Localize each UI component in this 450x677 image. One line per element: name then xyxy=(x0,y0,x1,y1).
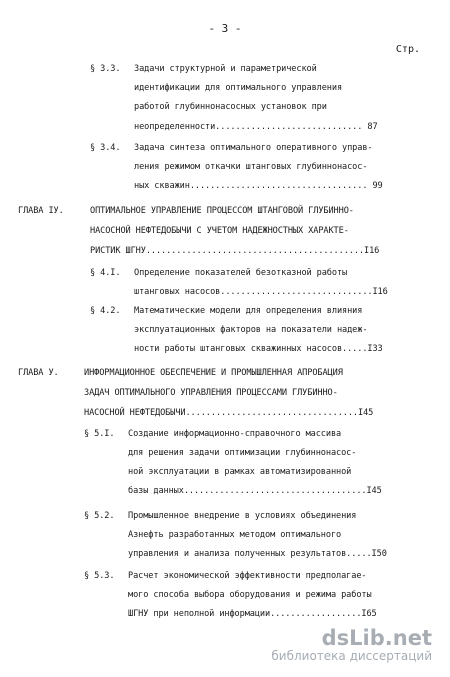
toc-line: ной эксплуатации в рамках автоматизированной xyxy=(128,467,352,477)
section-number: § 5.I. xyxy=(84,429,115,439)
toc-line: для решения задачи оптимизации глубиннонасос- xyxy=(128,448,357,458)
toc-line: эксплуатационных факторов на показатели надеж- xyxy=(134,325,368,335)
toc-line: Задачи структурной и параметрической xyxy=(134,64,317,74)
toc-line: неопределенности............................. 87 xyxy=(134,122,378,132)
section-number: § 5.3. xyxy=(84,571,115,581)
toc-line: ных скважин................................... 99 xyxy=(134,181,383,191)
toc-line: Промышленное внедрение в условиях объединения xyxy=(128,511,357,521)
toc-line: ности работы штанговых скважинных насосов.....I33 xyxy=(134,344,383,354)
toc-line: ЗАДАЧ ОПТИМАЛЬНОГО УПРАВЛЕНИЯ ПРОЦЕССАМИ ГЛУБИННО- xyxy=(84,388,338,398)
toc-line: мого способа выбора оборудования и режима работы xyxy=(128,590,372,600)
watermark-logo: dsLib.net xyxy=(321,626,432,650)
section-number: § 4.2. xyxy=(90,306,121,316)
toc-line: ления режимом откачки штанговых глубиннонасос- xyxy=(134,162,368,172)
toc-line: штанговых насосов..............................I16 xyxy=(134,287,388,297)
watermark-subtitle: библиотека диссертаций xyxy=(271,649,432,663)
toc-line: работой глубиннонасосных установок при xyxy=(134,102,327,112)
chapter-number: ГЛАВА У. xyxy=(18,368,59,378)
page-column-label: Стр. xyxy=(395,44,420,55)
page-number: - 3 - xyxy=(208,22,242,35)
toc-line: РИСТИК ШГНУ...........................................I16 xyxy=(90,246,380,256)
chapter-number: ГЛАВА IУ. xyxy=(18,206,64,216)
toc-line: Создание информационно-справочного массива xyxy=(128,429,342,439)
section-number: § 5.2. xyxy=(84,511,115,521)
section-number: § 4.I. xyxy=(90,268,121,278)
section-number: § 3.3. xyxy=(90,64,121,74)
toc-line: управления и анализа полученных результатов.....I50 xyxy=(128,549,387,559)
toc-line: НАСОСНОЙ НЕФТЕДОБЫЧИ С УЧЕТОМ НАДЕЖНОСТНЫХ ХАРАКТЕ- xyxy=(90,226,349,236)
toc-line: идентификации для оптимального управления xyxy=(134,83,343,93)
section-number: § 3.4. xyxy=(90,143,121,153)
toc-line: базы данных....................................I45 xyxy=(128,486,382,496)
toc-line: Азнефть разработанных методом оптимального xyxy=(128,530,342,540)
toc-line: Определение показателей безотказной работы xyxy=(134,268,348,278)
toc-line: НАСОСНОЙ НЕФТЕДОБЫЧИ..................................I45 xyxy=(84,408,374,418)
toc-line: ИНФОРМАЦИОННОЕ ОБЕСПЕЧЕНИЕ И ПРОМЫШЛЕННАЯ АПРОБАЦИЯ xyxy=(84,368,343,378)
toc-line: Расчет экономической эффективности предполагае- xyxy=(128,571,367,581)
toc-line: ШГНУ при неполной информации..................I65 xyxy=(128,609,377,619)
toc-line: Задача синтеза оптимального оперативного управ- xyxy=(134,143,373,153)
toc-line: Математические модели для определения влияния xyxy=(134,306,363,316)
toc-line: ОПТИМАЛЬНОЕ УПРАВЛЕНИЕ ПРОЦЕССОМ ШТАНГОВОЙ ГЛУБИННО- xyxy=(90,206,354,216)
watermark xyxy=(271,627,432,663)
